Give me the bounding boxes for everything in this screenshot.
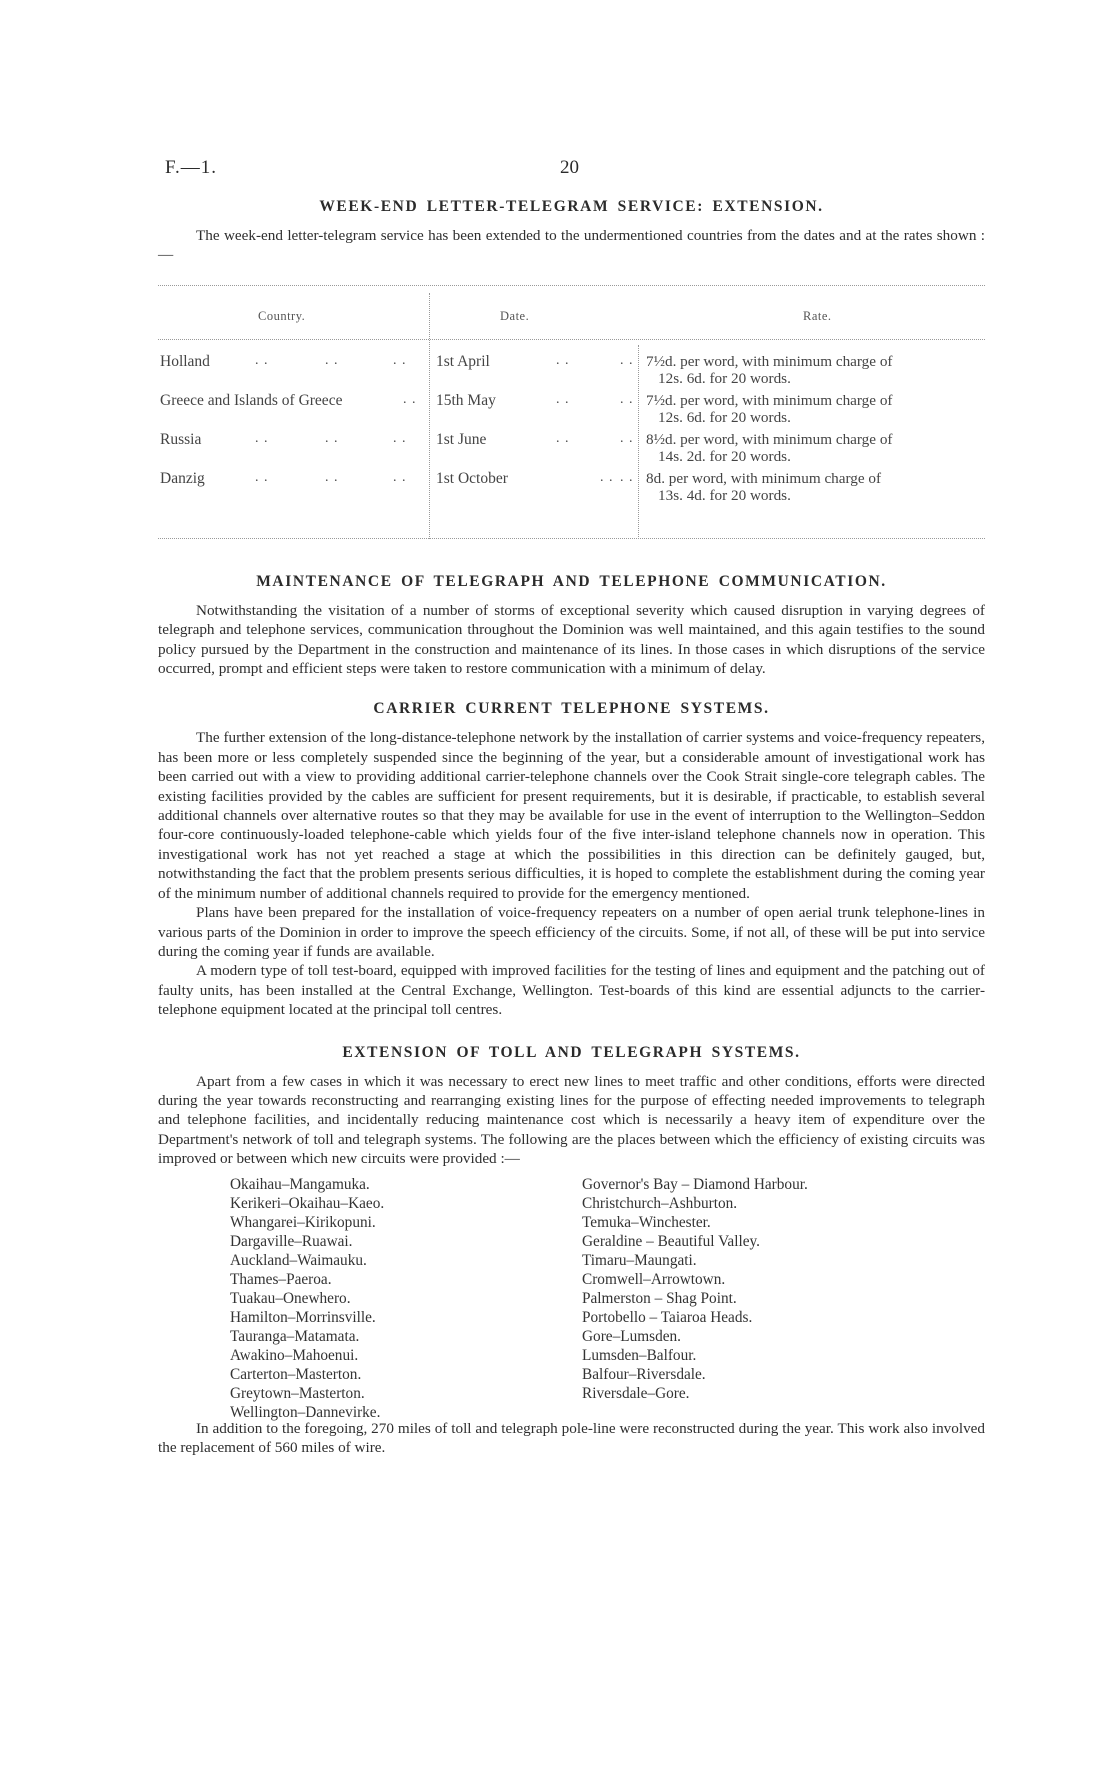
list-item: Geraldine – Beautiful Valley. xyxy=(582,1232,760,1250)
rate-cell xyxy=(646,470,983,505)
section-heading-letter-telegram: WEEK-END LETTER-TELEGRAM SERVICE: EXTENSION. xyxy=(319,198,824,215)
right-circuit-list xyxy=(582,1175,808,1403)
list-item: Christchurch–Ashburton. xyxy=(582,1194,738,1212)
list-item: Riversdale–Gore. xyxy=(582,1384,690,1402)
rate-line: 12s. 6d. for 20 words. xyxy=(658,409,791,427)
list-item: Palmerston – Shag Point. xyxy=(582,1289,737,1307)
list-item: Temuka–Winchester. xyxy=(582,1213,711,1231)
carrier-paragraph-3: A modern type of toll test-board, equipped with improved facilities for the testing of lines and equipment and the patching out of faulty units, has been installed at the Central Exchange, Wellington. Test-boards of this kind are essential adjuncts to the carrier-telephone equipment located at the principal toll centres. xyxy=(158,962,985,1019)
list-item: Balfour–Riversdale. xyxy=(582,1365,706,1383)
list-item: Gore–Lumsden. xyxy=(582,1327,681,1345)
section-heading-maintenance: MAINTENANCE OF TELEGRAPH AND TELEPHONE COMMUNICATION. xyxy=(256,572,887,590)
table-row: Danzig . . . . . . 1st October . . . . 8d. per word, with minimum charge of 13s. 4d. for 20 words. xyxy=(158,470,985,510)
rate-line: 13s. 4d. for 20 words. xyxy=(658,487,791,505)
date-cell: 1st October xyxy=(436,469,508,487)
list-item: Timaru–Maungati. xyxy=(582,1251,697,1269)
carrier-paragraph-2: Plans have been prepared for the installation of voice-frequency repeaters on a number of open aerial trunk telephone-lines in various parts of the Dominion in order to improve the speech efficiency of the circuits. Some, if not all, of these will be put into service during the coming year if funds are available. xyxy=(158,904,985,960)
list-item: Kerikeri–Okaihau–Kaeo. xyxy=(230,1194,385,1212)
section-heading-toll: EXTENSION OF TOLL AND TELEGRAPH SYSTEMS. xyxy=(342,1043,801,1061)
list-item: Tauranga–Matamata. xyxy=(230,1327,360,1345)
circuit-lists xyxy=(158,1175,985,1421)
page-number: 20 xyxy=(560,157,579,178)
list-item: Governor's Bay – Diamond Harbour. xyxy=(582,1175,808,1193)
list-item: Greytown–Masterton. xyxy=(230,1384,365,1402)
rate-line: 12s. 6d. for 20 words. xyxy=(658,370,791,388)
letter-telegram-intro: The week-end letter-telegram service has been extended to the undermentioned countries from the dates and at the rates shown :— xyxy=(158,227,985,264)
maintenance-paragraph: Notwithstanding the visitation of a number of storms of exceptional severity which caused disruption in varying degrees of telegraph and telephone services, communication throughout the Dominion was well maintained, and this again testifies to the sound policy pursued by the Department in the construction and maintenance of its lines. In those cases in which disruptions of the service occurred, prompt and efficient steps were taken to restore communication with a minimum of delay. xyxy=(158,601,985,678)
rate-line: 7½d. per word, with minimum charge of xyxy=(646,391,893,409)
date-cell: 15th May xyxy=(436,391,496,409)
rate-cell xyxy=(646,353,983,388)
list-item: Whangarei–Kirikopuni. xyxy=(230,1213,376,1231)
date-cell: 1st June xyxy=(436,430,487,448)
header-rule xyxy=(158,339,985,340)
rate-line: 14s. 2d. for 20 words. xyxy=(658,448,791,466)
list-item: Portobello – Taiaroa Heads. xyxy=(582,1308,753,1326)
page-content xyxy=(158,198,985,1457)
list-item: Thames–Paeroa. xyxy=(230,1270,332,1288)
list-item: Lumsden–Balfour. xyxy=(582,1346,697,1364)
list-item: Wellington–Dannevirke. xyxy=(230,1403,381,1421)
left-circuit-list xyxy=(230,1175,384,1422)
country-cell: Danzig xyxy=(160,469,205,487)
country-cell: Russia xyxy=(160,430,202,448)
section-heading-carrier: CARRIER CURRENT TELEPHONE SYSTEMS. xyxy=(373,700,770,718)
carrier-paragraph-1: The further extension of the long-distance-telephone network by the installation of carrier systems and voice-frequency repeaters, has been more or less completely suspended since the beginning of the year, but a considerable amount of investigational work has been carried out with a view to providing additional carrier-telephone channels over the Cook Strait single-core telegraph cables. The existing facilities provided by the cables are sufficient for present requirements, but it is desirable, if practicable, to establish several additional channels over alternative routes so that they may be available for use in the event of interruption to the Wellington–Seddon four-core continuously-loaded telephone-cable which yields four of the five inter-island telephone channels now in operation. This investigational work has not yet reached a stage at which the possibilities in this direction can be definitely gauged, but, notwithstanding the fact that the problem presents serious difficulties, it is hoped to complete the establishment during the coming year of the minimum number of additional channels required to provide for the emergency mentioned. xyxy=(158,729,985,902)
rate-line: 7½d. per word, with minimum charge of xyxy=(646,352,893,370)
list-item: Auckland–Waimauku. xyxy=(230,1251,367,1269)
list-item: Okaihau–Mangamuka. xyxy=(230,1175,370,1193)
list-item: Dargaville–Ruawai. xyxy=(230,1232,353,1250)
document-reference: F.—1. xyxy=(165,157,218,178)
country-cell: Greece and Islands of Greece xyxy=(160,391,343,409)
list-item: Awakino–Mahoenui. xyxy=(230,1346,359,1364)
country-cell: Holland xyxy=(160,352,210,370)
rates-table xyxy=(158,285,985,539)
column-header-rate: Rate. xyxy=(803,308,832,323)
list-item: Hamilton–Morrinsville. xyxy=(230,1308,376,1326)
closing-paragraph: In addition to the foregoing, 270 miles of toll and telegraph pole-line were reconstructed during the year. This work also involved the replacement of 560 miles of wire. xyxy=(158,1419,985,1456)
list-item: Carterton–Masterton. xyxy=(230,1365,362,1383)
table-bottom-rule xyxy=(158,538,985,539)
table-row: Russia . . . . . . 1st June . . . . 8½d. per word, with minimum charge of 14s. 2d. for 20 words. xyxy=(158,431,985,471)
table-row: Holland . . . . . . 1st April . . . . 7½d. per word, with minimum charge of 12s. 6d. for 20 words. xyxy=(158,353,985,393)
rate-cell xyxy=(646,431,983,466)
column-header-date: Date. xyxy=(500,308,530,323)
date-cell: 1st April xyxy=(436,352,490,370)
rate-line: 8d. per word, with minimum charge of xyxy=(646,469,882,487)
table-top-rule xyxy=(158,285,985,286)
column-header-country: Country. xyxy=(258,308,306,323)
rate-cell xyxy=(646,392,983,427)
table-row: Greece and Islands of Greece . . 15th May . . . . 7½d. per word, with minimum charge of 12s. 6d. for 20 words. xyxy=(158,392,985,432)
list-item: Tuakau–Onewhero. xyxy=(230,1289,351,1307)
rate-line: 8½d. per word, with minimum charge of xyxy=(646,430,893,448)
toll-paragraph: Apart from a few cases in which it was necessary to erect new lines to meet traffic and other conditions, efforts were directed during the year towards reconstructing and rearranging existing lines for the purpose of effecting needed improvements to telegraph and telephone facilities, and incidentally reducing maintenance cost which is necessarily a heavy item of expenditure over the Department's network of toll and telegraph systems. The following are the places between which the efficiency of existing circuits was improved or between which new circuits were provided :— xyxy=(158,1072,985,1168)
list-item: Cromwell–Arrowtown. xyxy=(582,1270,726,1288)
